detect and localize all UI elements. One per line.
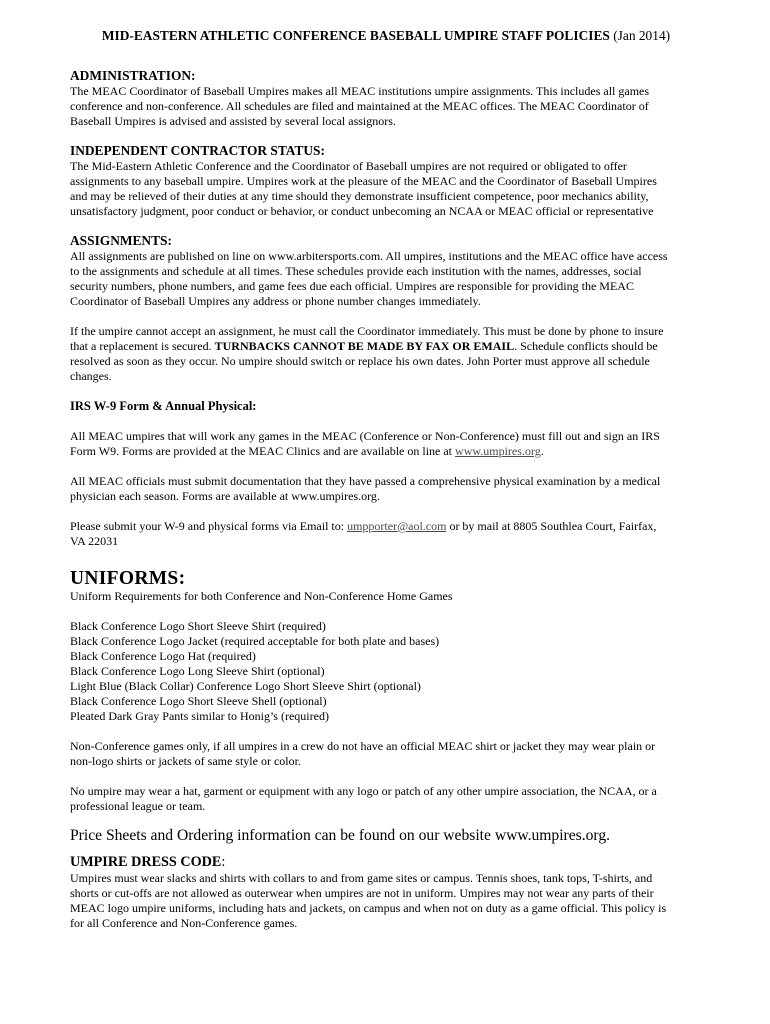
- uniform-item: Black Conference Logo Jacket (required acceptable for both plate and bases): [70, 634, 440, 648]
- price-sheets-note: Price Sheets and Ordering information can be found on our website www.umpires.org.: [70, 827, 611, 844]
- assignments-line: changes.: [70, 369, 112, 383]
- assignments-line: resolved as soon as they occur. No umpire should switch or replace his own dates. John Porter must approve all schedule: [70, 354, 650, 368]
- irs-line: physician each season. Forms are available at www.umpires.org.: [70, 489, 380, 503]
- irs-line: All MEAC umpires that will work any games in the MEAC (Conference or Non-Conference) must fill out and sign an IRS: [70, 429, 660, 443]
- title-text: MID-EASTERN ATHLETIC CONFERENCE BASEBALL UMPIRE STAFF POLICIES: [101, 28, 610, 43]
- assignments-line: security numbers, phone numbers, and game fees due each official. Umpires are responsible for providing the MEAC: [70, 279, 634, 293]
- assignments-line: If the umpire cannot accept an assignment, he must call the Coordinator immediately. This must be done by phone to insure: [70, 324, 664, 338]
- dress-code-line: MEAC logo umpire uniforms, including hats and jackets, on campus and when not on duty as a game official. This policy is: [70, 901, 667, 915]
- nonconf-line: Non-Conference games only, if all umpires in a crew do not have an official MEAC shirt or jacket they may wear plain or: [70, 739, 656, 753]
- administration-section: [70, 68, 702, 129]
- dress-code-heading: [70, 854, 702, 871]
- dress-code-colon: :: [221, 854, 226, 870]
- dress-code-title: UMPIRE DRESS CODE: [70, 854, 222, 870]
- contractor-line: unsatisfactory judgment, poor conduct or behavior, or conduct unbecoming an NCAA or MEAC official or representative: [70, 204, 654, 218]
- contractor-line: assignments to any baseball umpire. Umpires work at the pleasure of the MEAC and the Coordinator of Baseball Umpires: [70, 174, 657, 188]
- assignments-line: All assignments are published on line on www.arbitersports.com. All umpires, institutions and the MEAC office have access: [70, 249, 668, 263]
- turnback-pre: that a replacement is secured.: [70, 339, 215, 353]
- nologo-line: No umpire may wear a hat, garment or equipment with any logo or patch of any other umpire association, the NCAA, or a: [70, 784, 657, 798]
- assignments-line: to the assignments and schedule at all times. These schedules provide each institution with the names, addresses, social: [70, 264, 642, 278]
- irs-line: [70, 444, 702, 459]
- irs-heading: IRS W-9 Form & Annual Physical:: [70, 399, 257, 413]
- uniforms-heading: UNIFORMS:: [70, 568, 186, 589]
- dress-code-section: [70, 854, 702, 931]
- irs-period: .: [540, 444, 544, 458]
- irs-section: [70, 398, 702, 549]
- turnback-warning: TURNBACKS CANNOT BE MADE BY FAX OR EMAIL: [214, 339, 515, 353]
- mail-text: or by mail at 8805 Southlea Court, Fairfax,: [446, 519, 657, 533]
- contractor-line: The Mid-Eastern Athletic Conference and the Coordinator of Baseball umpires are not required or obligated to offer: [70, 159, 627, 173]
- dress-code-line: for all Conference and Non-Conference games.: [70, 916, 298, 930]
- uniform-item: Pleated Dark Gray Pants similar to Honig’s (required): [70, 709, 329, 723]
- administration-line: Baseball Umpires is advised and assisted by several local assignors.: [70, 114, 396, 128]
- dress-code-line: shorts or cut-offs are not allowed as outerwear when umpires are not in uniform. Umpires may not wear any parts of their: [70, 886, 654, 900]
- contractor-line: and may be relieved of their duties at any time should they demonstrate insufficient competence, poor mechanics ability,: [70, 189, 649, 203]
- administration-heading: ADMINISTRATION:: [70, 68, 196, 83]
- document-title: [70, 28, 702, 44]
- uniform-item: Black Conference Logo Short Sleeve Shell (optional): [70, 694, 327, 708]
- nologo-line: professional league or team.: [70, 799, 206, 813]
- assignments-section: [70, 233, 702, 384]
- irs-line: [70, 519, 702, 534]
- assignments-line: Coordinator of Baseball Umpires any address or phone number changes immediately.: [70, 294, 481, 308]
- uniform-item: Black Conference Logo Hat (required): [70, 649, 256, 663]
- dress-code-line: Umpires must wear slacks and shirts with collars to and from game sites or campus. Tennis shoes, tank tops, T-shirts, and: [70, 871, 653, 885]
- irs-line: VA 22031: [70, 534, 119, 548]
- title-date: (Jan 2014): [613, 28, 671, 43]
- uniform-item: Black Conference Logo Short Sleeve Shirt (required): [70, 619, 326, 633]
- policy-document: [70, 28, 702, 931]
- contractor-section: [70, 143, 702, 219]
- uniform-list: [70, 619, 702, 724]
- uniform-item: Light Blue (Black Collar) Conference Logo Short Sleeve Shirt (optional): [70, 679, 421, 693]
- assignments-turnback-line: [70, 339, 702, 354]
- administration-line: The MEAC Coordinator of Baseball Umpires makes all MEAC institutions umpire assignments. This includes all games: [70, 84, 650, 98]
- turnback-post: . Schedule conflicts should be: [514, 339, 658, 353]
- uniforms-section: [70, 569, 702, 845]
- irs-line: All MEAC officials must submit documentation that they have passed a comprehensive physical examination by a medical: [70, 474, 661, 488]
- email-link[interactable]: umpporter@aol.com: [347, 519, 447, 533]
- irs-form-text: Form W9. Forms are provided at the MEAC Clinics and are available on line at: [70, 444, 456, 458]
- submit-text: Please submit your W-9 and physical forms via Email to:: [70, 519, 348, 533]
- administration-line: conference and non-conference. All schedules are filed and maintained at the MEAC offices. The MEAC Coordinator of: [70, 99, 649, 113]
- umpires-org-link[interactable]: www.umpires.org: [455, 444, 541, 458]
- contractor-heading: INDEPENDENT CONTRACTOR STATUS:: [70, 143, 325, 158]
- nonconf-line: non-logo shirts or jackets of same style or color.: [70, 754, 301, 768]
- uniform-item: Black Conference Logo Long Sleeve Shirt (optional): [70, 664, 325, 678]
- assignments-heading: ASSIGNMENTS:: [70, 233, 172, 248]
- uniforms-intro: Uniform Requirements for both Conference and Non-Conference Home Games: [70, 589, 453, 603]
